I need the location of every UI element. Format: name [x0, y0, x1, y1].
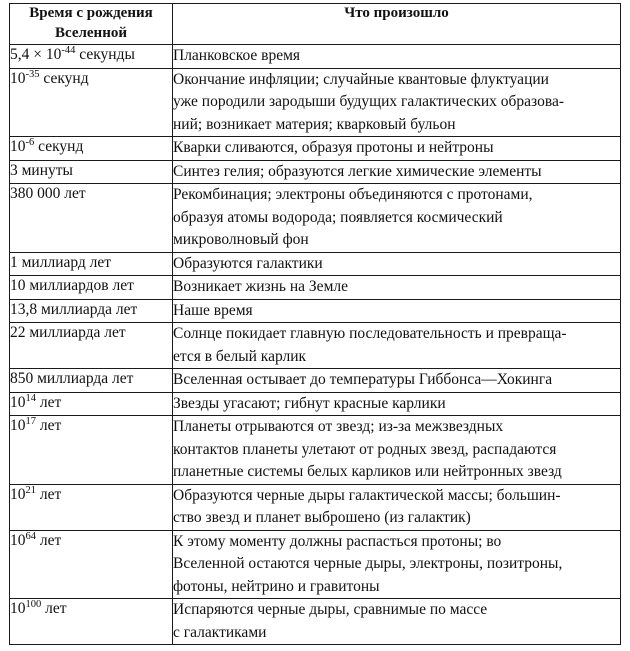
column-header-event	[173, 4, 621, 45]
cell-event-line: Наше время	[173, 301, 253, 319]
cell-event-line: фотоны, нейтрино и гравитоны	[173, 577, 380, 595]
cell-event-line: образуя атомы водорода; появляется космический	[173, 208, 503, 226]
cell-event	[173, 416, 621, 485]
cell-event-line: Планеты отрываются от звезд; из-за межзвездных	[173, 418, 504, 435]
column-header-event-label: Что произошло	[344, 5, 449, 21]
cell-event-line: Образуются галактики	[173, 254, 323, 272]
cell-time-text: $10^{21}$ лет	[10, 484, 62, 503]
cell-event	[173, 137, 621, 161]
table-row	[10, 68, 621, 137]
cell-time	[10, 299, 173, 323]
cell-event-line: Испаряются черные дыры, сравнимые по массе	[173, 601, 488, 618]
cell-time	[10, 323, 173, 369]
cell-time-text: $10^{14}$ лет	[10, 392, 62, 411]
cell-event	[173, 299, 621, 323]
table-row	[10, 299, 621, 323]
cell-time-text: $10^{17}$ лет	[10, 415, 62, 434]
table-header	[10, 4, 621, 45]
cell-event-line: Рекомбинация; электроны объединяются с протонами,	[173, 186, 533, 203]
cell-time-text: $10^{-35}$ секунд	[10, 68, 89, 87]
cell-time-text: $10^{-6}$ секунд	[10, 136, 84, 155]
cell-event-line: с галактиками	[173, 623, 267, 641]
table-row	[10, 392, 621, 416]
cell-time	[10, 137, 173, 161]
table-row	[10, 323, 621, 369]
universe-timeline-table	[9, 3, 621, 645]
cell-event	[173, 160, 621, 184]
cell-event-line: Кварки сливаются, образуя протоны и нейтроны	[173, 139, 494, 156]
column-header-time-line-2: Вселенной	[54, 24, 127, 41]
cell-time-text: 1 миллиард лет	[10, 253, 112, 271]
cell-event-line: микроволновый фон	[173, 231, 309, 248]
cell-event-line: ний; возникает материя; кварковый бульон	[173, 115, 456, 133]
cell-time-text: $5,4 \times 10^{-44}$ секунды	[10, 44, 135, 63]
table-row	[10, 369, 621, 393]
cell-time	[10, 276, 173, 300]
table-row	[10, 530, 621, 599]
cell-event	[173, 392, 621, 416]
cell-event	[173, 184, 621, 253]
cell-event-line: Вселенной остаются черные дыры, электроны, позитроны,	[173, 555, 563, 572]
cell-time	[10, 68, 173, 137]
cell-time-text: 380 000 лет	[10, 185, 86, 202]
table-row	[10, 599, 621, 645]
cell-event-line: Звезды угасают; гибнут красные карлики	[173, 394, 446, 412]
cell-time	[10, 392, 173, 416]
cell-time-text: 850 миллиарда лет	[10, 370, 134, 387]
cell-event-line: уже породили зародыши будущих галактических образова-	[173, 93, 564, 110]
cell-time	[10, 599, 173, 645]
cell-time	[10, 252, 173, 276]
cell-time-text: 10 миллиардов лет	[10, 277, 134, 294]
cell-event	[173, 599, 621, 645]
cell-event-line: Солнце покидает главную последовательность и превраща-	[173, 325, 567, 342]
table-body	[10, 45, 621, 645]
cell-event-line: Окончание инфляции; случайные квантовые флуктуации	[173, 70, 549, 88]
cell-event-line: Вселенная остывает до температуры Гиббонса—Хокинга	[173, 371, 553, 388]
cell-event-line: планетные системы белых карликов или нейтронных звезд	[173, 463, 562, 480]
cell-event-line: Образуются черные дыры галактической массы; большин-	[173, 486, 561, 504]
cell-event	[173, 484, 621, 530]
cell-event	[173, 45, 621, 69]
cell-time	[10, 484, 173, 530]
table-row	[10, 416, 621, 485]
cell-event	[173, 369, 621, 393]
cell-time	[10, 416, 173, 485]
cell-time-text: $10^{100}$ лет	[10, 598, 67, 617]
table-row	[10, 184, 621, 253]
cell-time	[10, 160, 173, 184]
cell-event	[173, 530, 621, 599]
column-header-time	[10, 4, 173, 45]
cell-event	[173, 68, 621, 137]
cell-event-line: К этому моменту должны распасться протоны; во	[173, 532, 502, 550]
cell-time	[10, 45, 173, 69]
cell-time-text: 3 минуты	[10, 161, 73, 179]
cell-event-line: Планковское время	[173, 47, 301, 64]
cell-time	[10, 184, 173, 253]
column-header-time-line-1: Время с рождения	[29, 5, 153, 21]
cell-event	[173, 252, 621, 276]
cell-time-text: 13,8 миллиарда лет	[10, 300, 138, 318]
cell-time-text: $10^{64}$ лет	[10, 530, 62, 549]
cell-event-line: Синтез гелия; образуются легкие химические элементы	[173, 162, 542, 180]
table-row	[10, 276, 621, 300]
table-row	[10, 252, 621, 276]
table-row	[10, 137, 621, 161]
cell-event-line: Возникает жизнь на Земле	[173, 278, 348, 295]
cell-event-line: контактов планеты улетают от родных звезд, распадаются	[173, 440, 557, 458]
cell-event	[173, 323, 621, 369]
cell-event-line: ется в белый карлик	[173, 347, 307, 365]
table-header-row	[10, 4, 621, 45]
cell-time	[10, 369, 173, 393]
cell-event	[173, 276, 621, 300]
cell-event-line: ство звезд и планет выброшено (из галактик)	[173, 509, 471, 526]
table-row	[10, 45, 621, 69]
table-row	[10, 160, 621, 184]
cell-time-text: 22 миллиарда лет	[10, 324, 126, 341]
cell-time	[10, 530, 173, 599]
table-row	[10, 484, 621, 530]
